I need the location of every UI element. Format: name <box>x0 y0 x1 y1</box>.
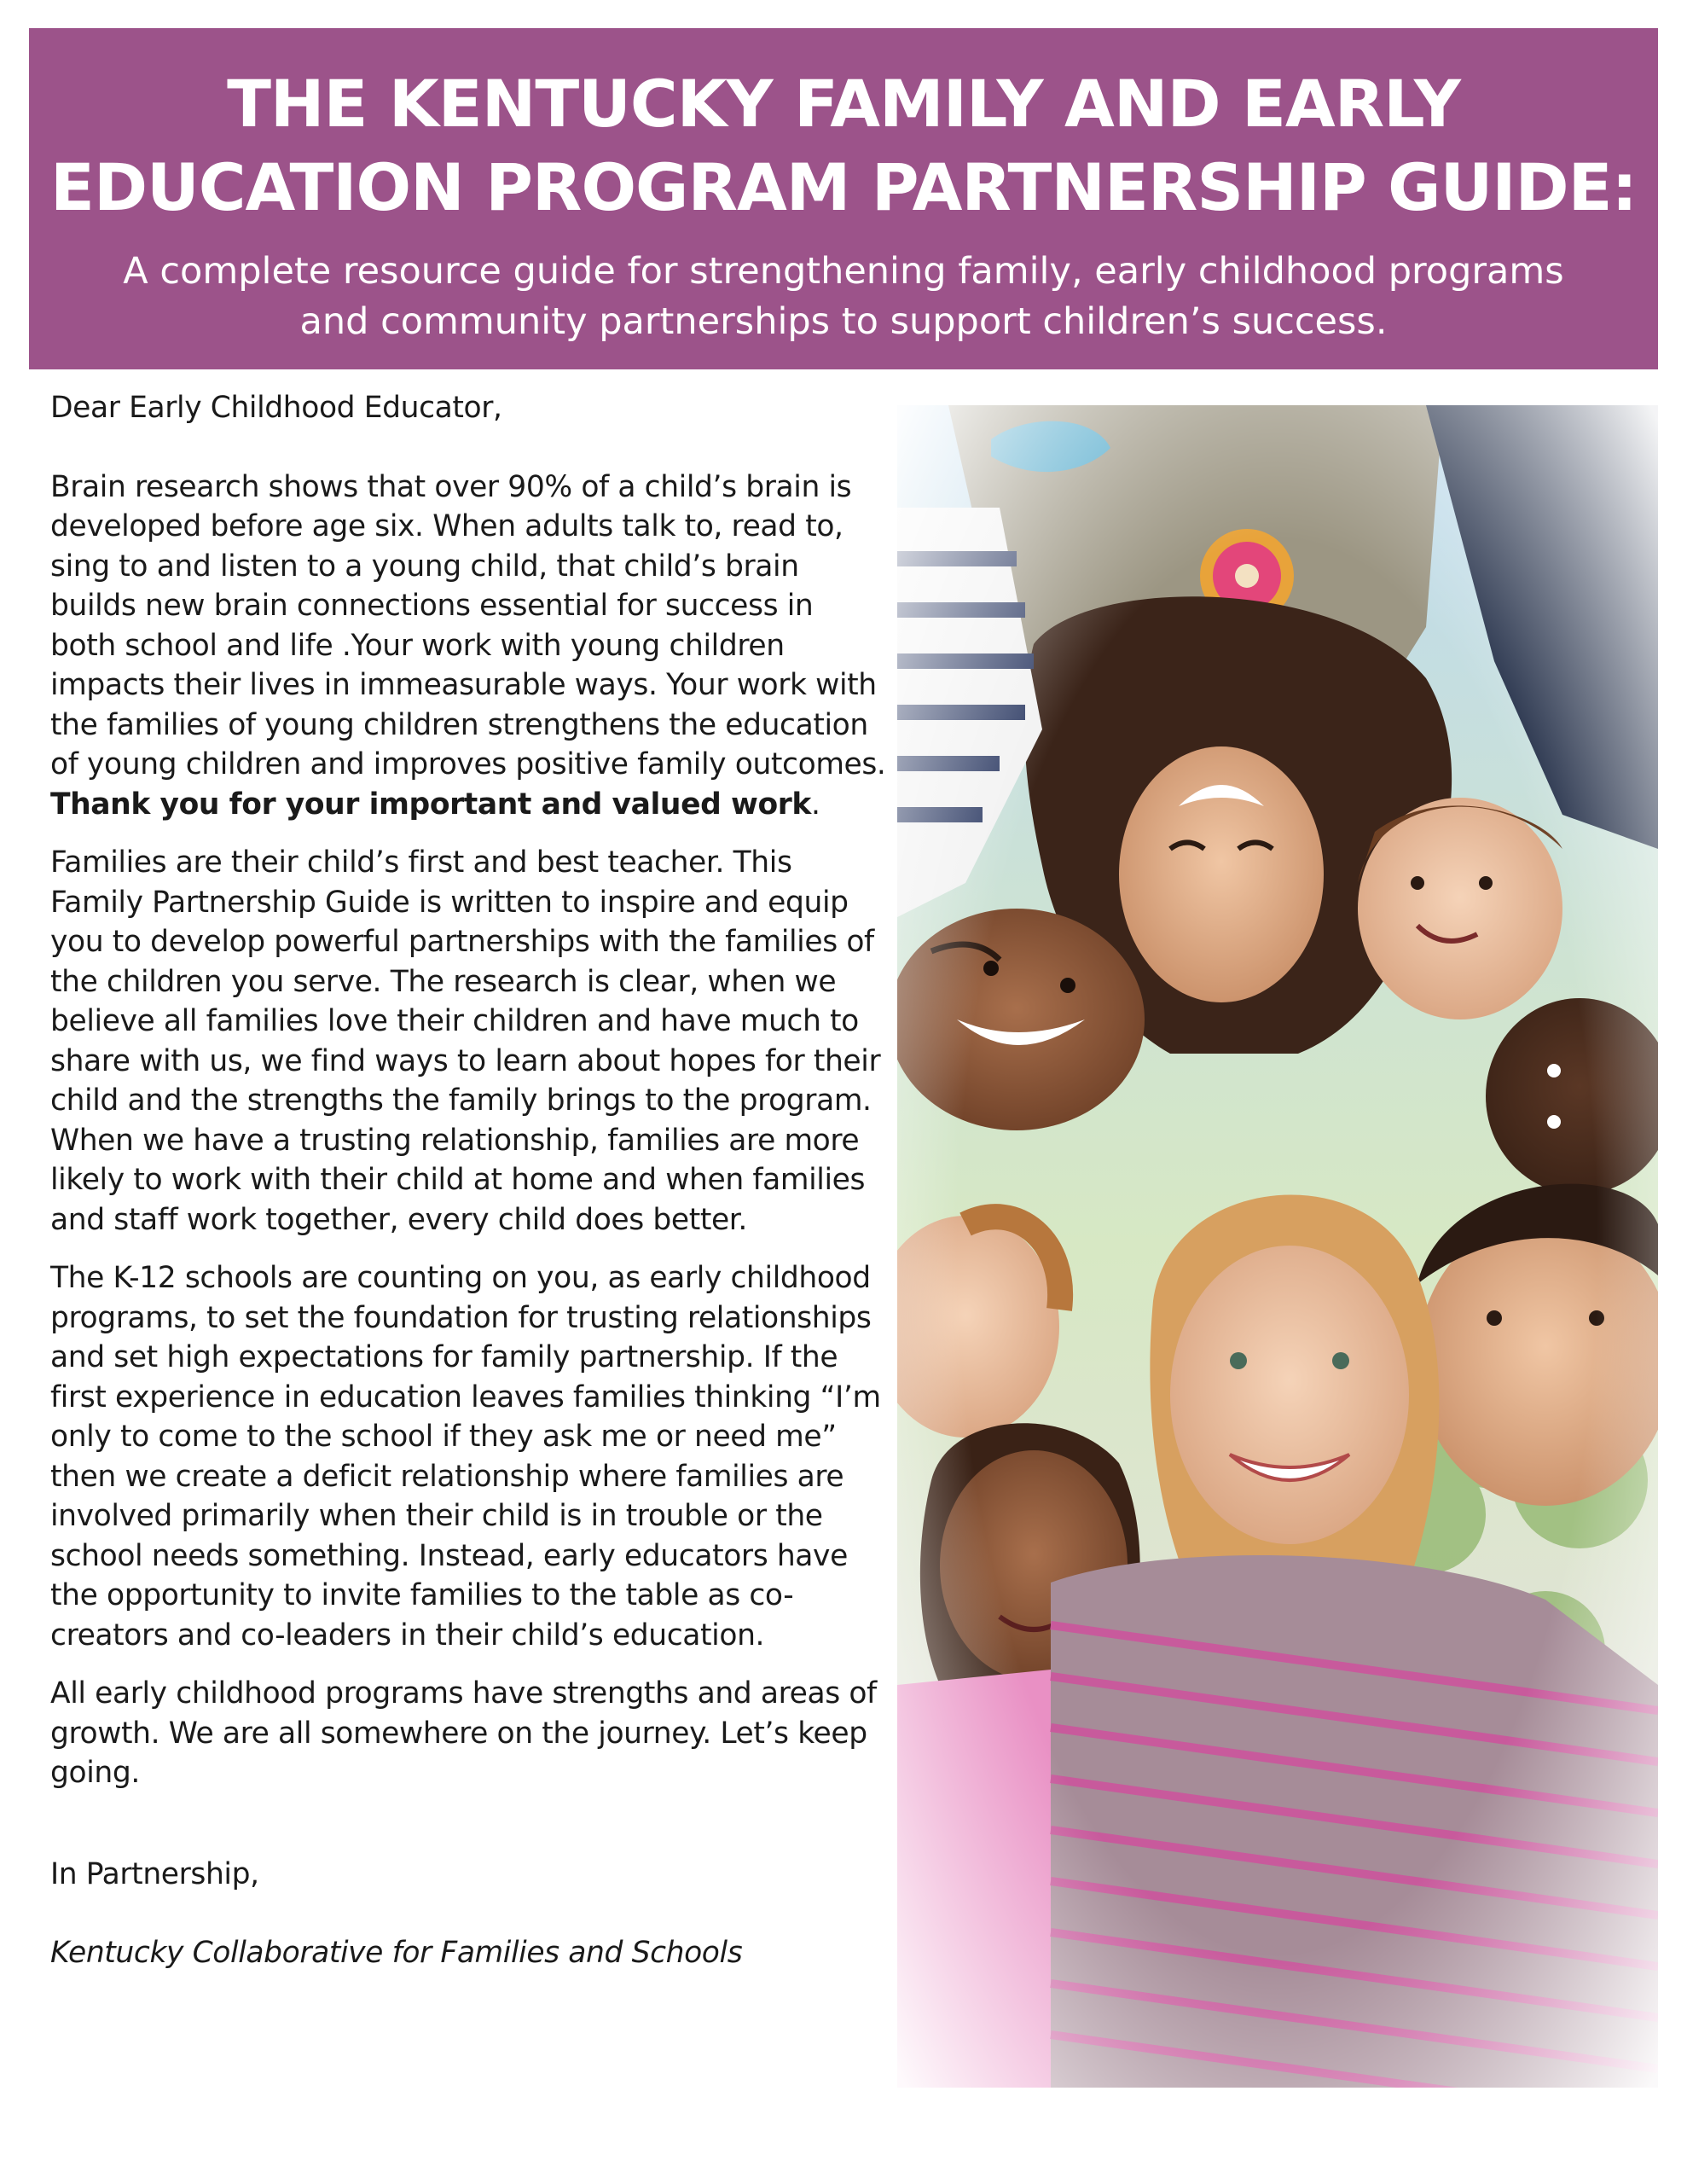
thank-you-emphasis: Thank you for your important and valued work <box>50 787 811 822</box>
paragraph-1-end: . <box>810 787 820 822</box>
letter-greeting: Dear Early Childhood Educator, <box>50 391 502 425</box>
children-circle-photo <box>897 405 1658 2088</box>
letter-body <box>50 388 886 1973</box>
letter-signature: Kentucky Collaborative for Families and Schools <box>50 1936 743 1970</box>
title-banner <box>29 28 1658 369</box>
title-line-1: THE KENTUCKY FAMILY AND EARLY <box>227 66 1460 142</box>
letter-paragraph-1 <box>50 468 886 825</box>
letter-paragraph-3: The K-12 schools are counting on you, as early childhood programs, to set the foundation for trusting relationships and set high expectations for family partnership. If the first experience in education leaves families thinking “I’m only to come to the school if they ask me or need me” then we create a deficit relationship where families are involved primarily when their child is in trouble or the school needs something. Instead, early educators have the opportunity to invite families to the table as co-creators and co-leaders in their child’s education. <box>50 1261 881 1653</box>
letter-paragraph-4: All early childhood programs have strengths and areas of growth. We are all somewhere on the journey. Let’s keep going. <box>50 1676 877 1790</box>
guide-title <box>29 62 1658 229</box>
children-photo-illustration <box>897 405 1658 2088</box>
letter-closing: In Partnership, <box>50 1856 259 1891</box>
paragraph-1-text: Brain research shows that over 90% of a child’s brain is developed before age six. When adults talk to, read to, sing to and listen to a young child, that child’s brain builds new brain connections essential for success in both school and life .Your work with young children impacts their lives in immeasurable ways. Your work with the families of young children strengthens the education of young children and improves positive family outcomes. <box>50 469 886 781</box>
title-line-2: EDUCATION PROGRAM PARTNERSHIP GUIDE: <box>50 149 1637 225</box>
guide-subtitle: A complete resource guide for strengthening family, early childhood programs and community partnerships to support children’s success. <box>123 250 1564 343</box>
letter-paragraph-2: Families are their child’s first and best teacher. This Family Partnership Guide is written to inspire and equip you to develop powerful partnerships with the families of the children you serve. The research is clear, when we believe all families love their children and have much to share with us, we find ways to learn about hopes for their child and the strengths the family brings to the program. When we have a trusting relationship, families are more likely to work with their child at home and when families and staff work together, every child does better. <box>50 845 881 1237</box>
